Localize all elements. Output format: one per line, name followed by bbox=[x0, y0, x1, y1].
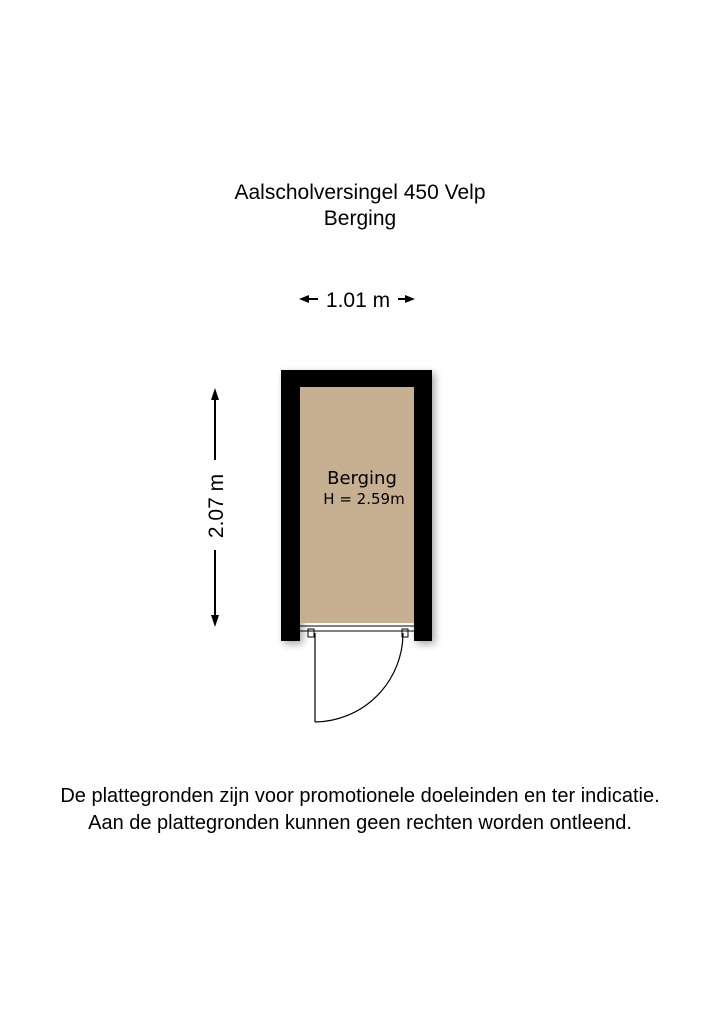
door-swing-arc bbox=[315, 633, 403, 722]
room-height: H = 2.59m bbox=[323, 490, 405, 508]
depth-dimension bbox=[205, 388, 228, 627]
disclaimer-line-1: De plattegronden zijn voor promotionele doeleinden en ter indicatie. bbox=[60, 785, 660, 807]
address-title: Aalscholversingel 450 Velp bbox=[234, 181, 486, 204]
room-name: Berging bbox=[327, 468, 397, 489]
width-label: 1.01 m bbox=[325, 289, 391, 312]
depth-label: 2.07 m bbox=[205, 473, 228, 539]
disclaimer-line-2: Aan de plattegronden kunnen geen rechten worden ontleend. bbox=[88, 812, 632, 834]
disclaimer bbox=[0, 783, 720, 837]
arrow-left-icon bbox=[299, 295, 309, 303]
arrow-down-icon bbox=[211, 615, 219, 627]
arrow-right-icon bbox=[405, 295, 415, 303]
room-berging bbox=[281, 370, 432, 641]
door bbox=[300, 626, 414, 722]
door-frame-left bbox=[308, 629, 314, 637]
floor-name: Berging bbox=[323, 207, 397, 230]
width-dimension bbox=[299, 289, 415, 312]
